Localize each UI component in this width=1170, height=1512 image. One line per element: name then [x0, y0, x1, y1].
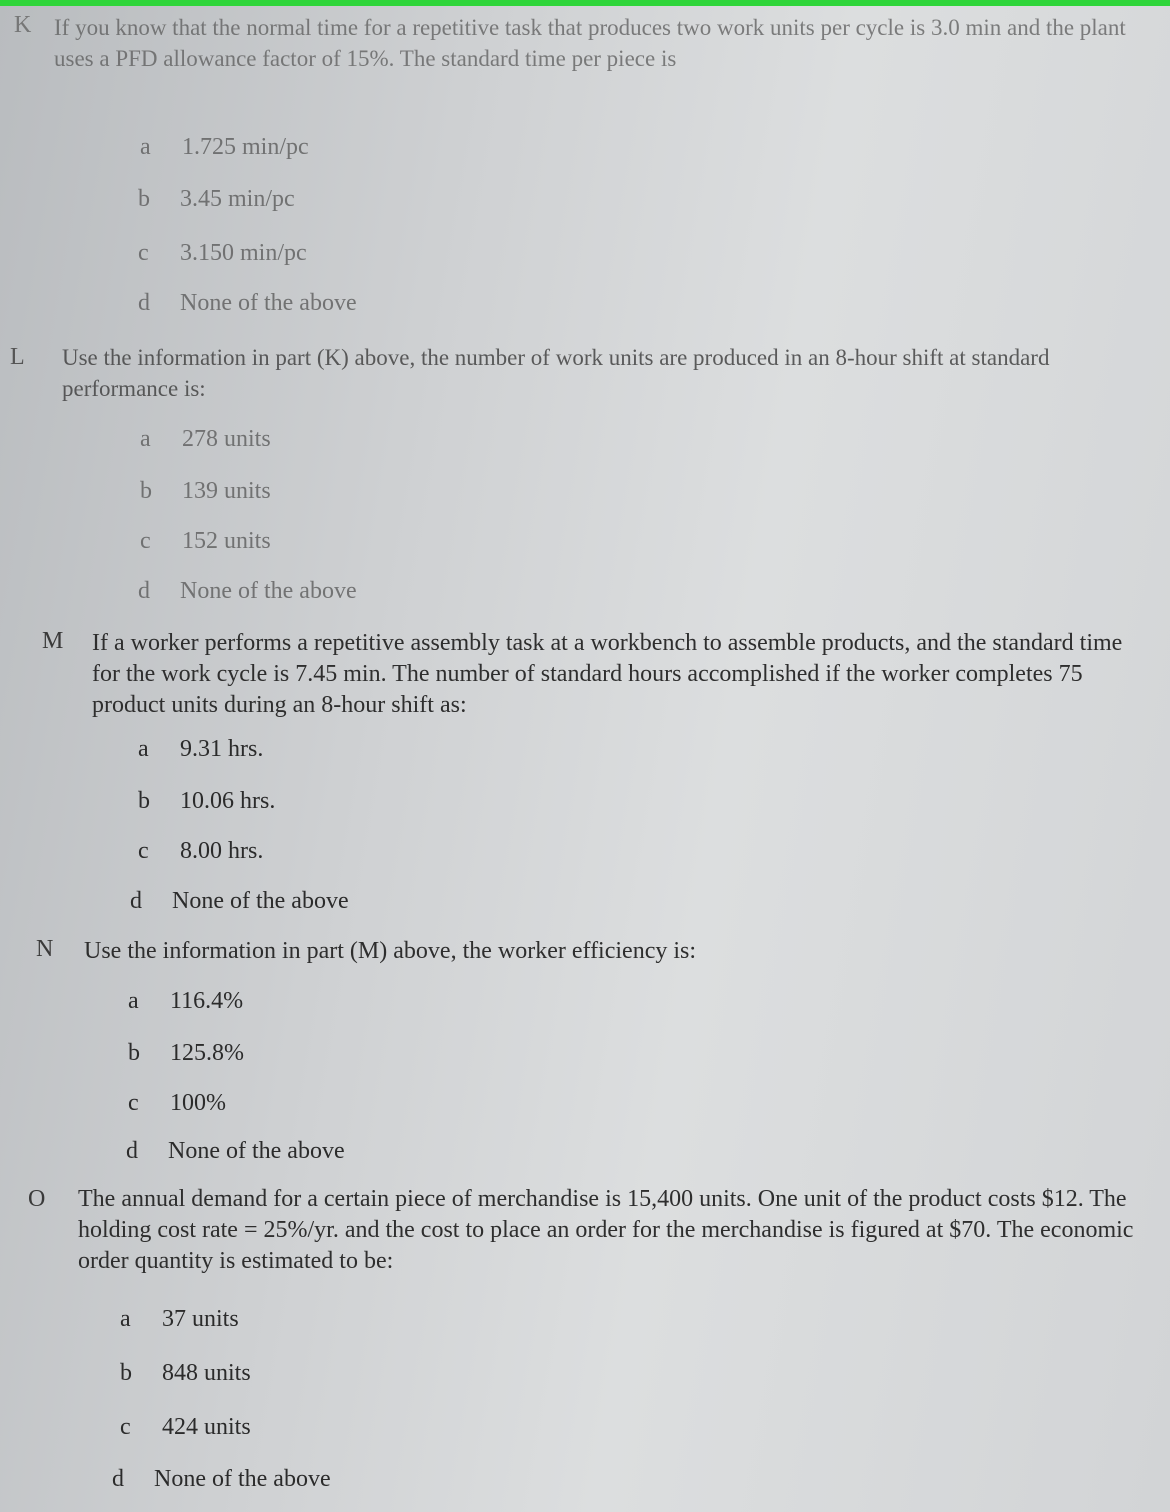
option-d[interactable]: d None of the above: [138, 290, 357, 316]
option-c[interactable]: c 100%: [128, 1090, 226, 1116]
question-k: [14, 8, 1154, 318]
option-b[interactable]: b 848 units: [120, 1360, 251, 1386]
option-b[interactable]: b 10.06 hrs.: [138, 788, 276, 814]
option-d[interactable]: d None of the above: [130, 888, 349, 914]
option-a[interactable]: a 9.31 hrs.: [138, 736, 264, 762]
option-c[interactable]: c 152 units: [140, 528, 271, 554]
option-b[interactable]: b 139 units: [140, 478, 271, 504]
top-edge-strip: [0, 0, 1170, 6]
question-text: Use the information in part (K) above, the number of work units are produced in an 8-hour shift at standard performance is:: [62, 345, 1050, 401]
question-label: N: [36, 936, 54, 962]
option-c[interactable]: c 8.00 hrs.: [138, 838, 264, 864]
option-c[interactable]: c 424 units: [120, 1414, 251, 1440]
option-b[interactable]: b 3.45 min/pc: [138, 186, 295, 212]
option-a[interactable]: a 37 units: [120, 1306, 239, 1332]
option-a[interactable]: a 1.725 min/pc: [140, 134, 309, 160]
question-label: M: [42, 628, 64, 654]
question-text: Use the information in part (M) above, the worker efficiency is:: [84, 938, 697, 964]
option-a[interactable]: a 278 units: [140, 426, 271, 452]
option-d[interactable]: d None of the above: [112, 1466, 331, 1492]
question-label: K: [14, 12, 32, 38]
question-l: [10, 340, 1150, 610]
option-c[interactable]: c 3.150 min/pc: [138, 240, 307, 266]
question-label: O: [28, 1186, 46, 1212]
option-d[interactable]: d None of the above: [138, 578, 357, 604]
question-text: If a worker performs a repetitive assembly task at a workbench to assemble products, and the standard time for the work cycle is 7.45 min. The number of standard hours accomplished if the worker completes 75 product units during an 8-hour shift as:: [92, 630, 1123, 718]
question-o: [28, 1182, 1158, 1502]
option-d[interactable]: d None of the above: [126, 1138, 345, 1164]
question-n: [36, 932, 1146, 1172]
question-m: [42, 626, 1152, 916]
question-label: L: [10, 344, 25, 370]
question-text: The annual demand for a certain piece of merchandise is 15,400 units. One unit of the product costs $12. The holding cost rate = 25%/yr. and the cost to place an order for the merchandise is figured at $70. The economic order quantity is estimated to be:: [78, 1186, 1134, 1274]
question-text: If you know that the normal time for a repetitive task that produces two work units per cycle is 3.0 min and the plant uses a PFD allowance factor of 15%. The standard time per piece is: [54, 15, 1126, 71]
option-b[interactable]: b 125.8%: [128, 1040, 244, 1066]
option-a[interactable]: a 116.4%: [128, 988, 244, 1014]
